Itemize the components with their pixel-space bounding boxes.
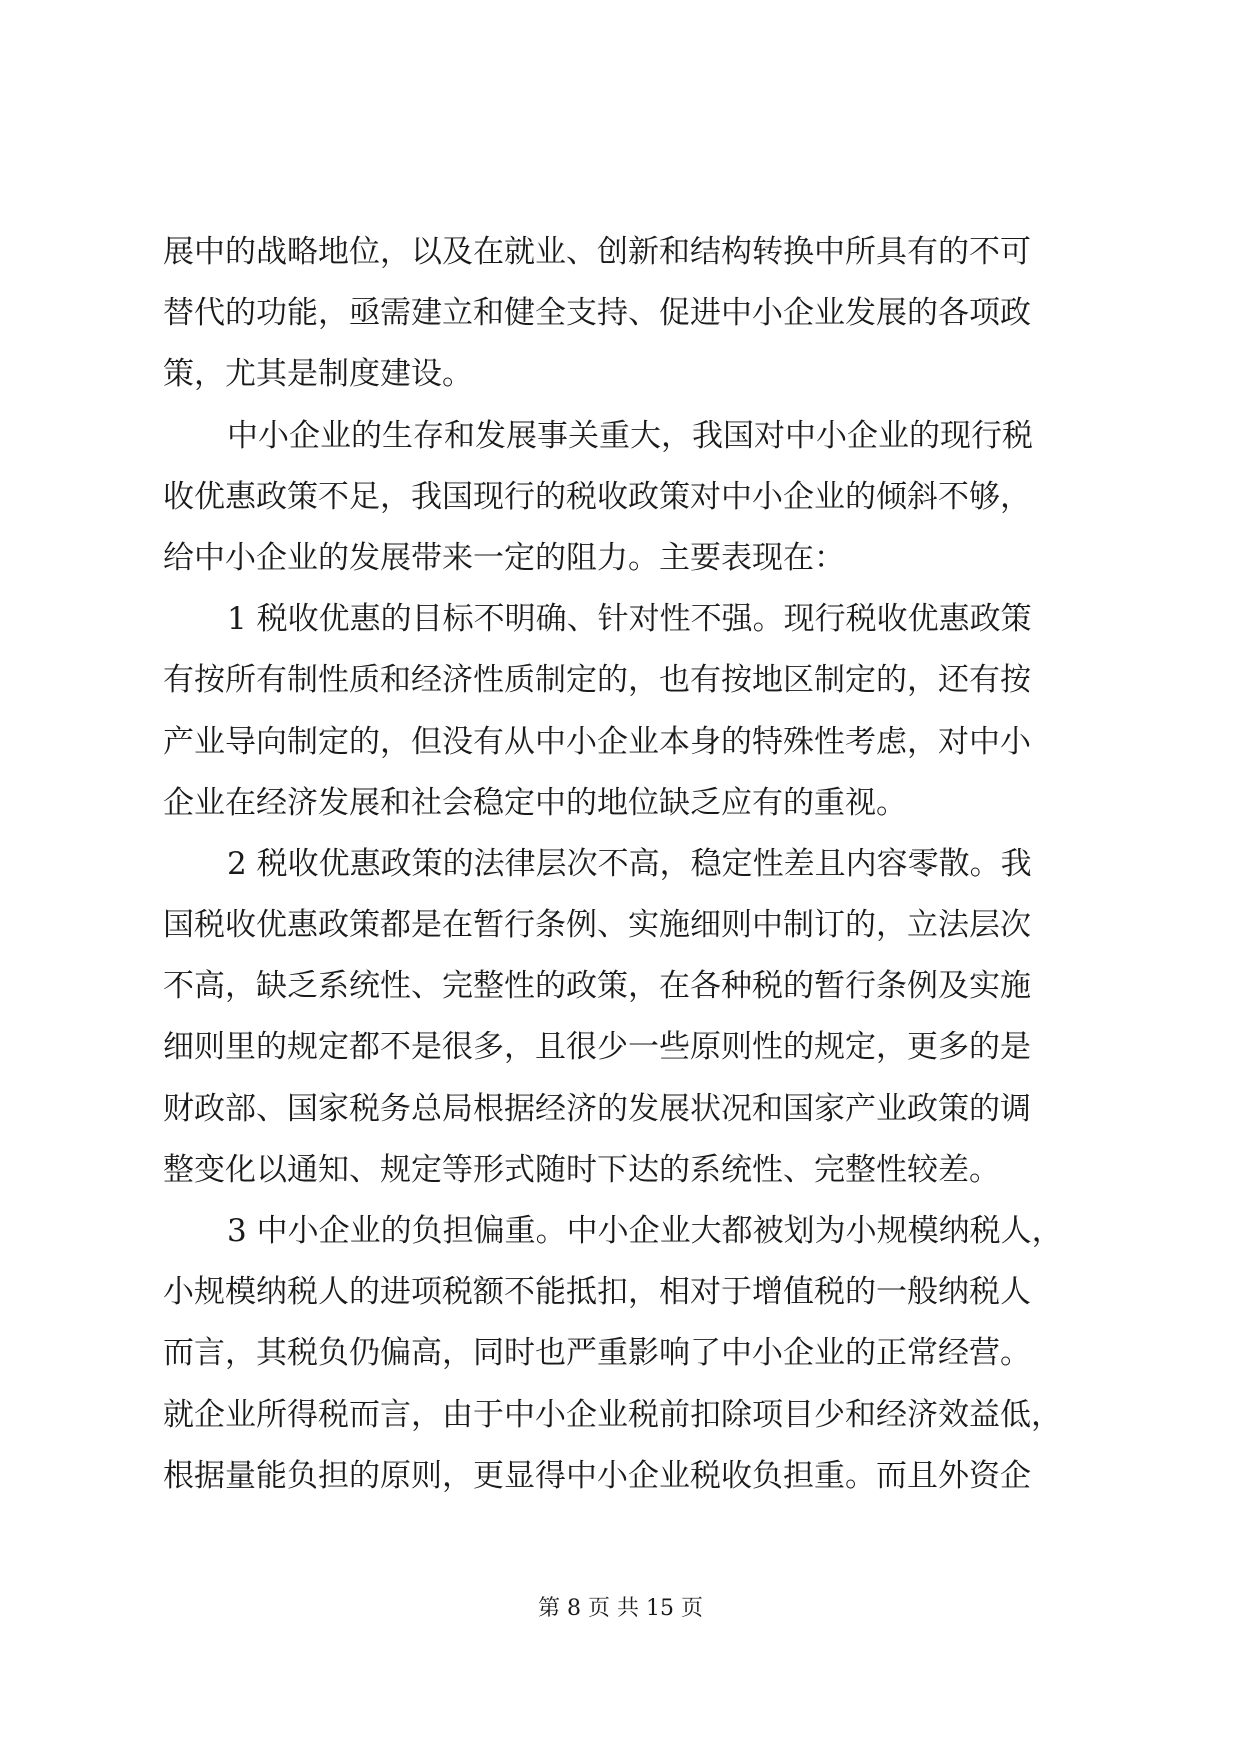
text-line: 1 税收优惠的目标不明确、针对性不强。现行税收优惠政策	[227, 601, 1032, 638]
text-line: 而言，其税负仍偏高，同时也严重影响了中小企业的正常经营。	[163, 1335, 1031, 1372]
page-number-footer: 第 8 页 共 15 页	[538, 1596, 703, 1621]
text-line: 产业导向制定的，但没有从中小企业本身的特殊性考虑，对中小	[163, 723, 1031, 760]
text-line: 国税收优惠政策都是在暂行条例、实施细则中制订的，立法层次	[163, 907, 1031, 944]
text-line: 企业在经济发展和社会稳定中的地位缺乏应有的重视。	[163, 784, 907, 821]
text-line: 中小企业的生存和发展事关重大，我国对中小企业的现行税	[227, 417, 1033, 454]
text-line: 财政部、国家税务总局根据经济的发展状况和国家产业政策的调	[163, 1090, 1031, 1127]
text-line: 就企业所得税而言，由于中小企业税前扣除项目少和经济效益低，	[163, 1396, 1062, 1433]
text-line: 3 中小企业的负担偏重。中小企业大都被划为小规模纳税人，	[227, 1213, 1063, 1249]
text-line: 收优惠政策不足，我国现行的税收政策对中小企业的倾斜不够，	[163, 478, 1031, 515]
text-line: 策，尤其是制度建设。	[163, 356, 473, 393]
text-line: 替代的功能，亟需建立和健全支持、促进中小企业发展的各项政	[163, 295, 1031, 332]
text-line: 整变化以通知、规定等形式随时下达的系统性、完整性较差。	[163, 1151, 1000, 1188]
text-line: 细则里的规定都不是很多，且很少一些原则性的规定，更多的是	[163, 1029, 1031, 1066]
text-line: 给中小企业的发展带来一定的阻力。主要表现在：	[163, 539, 845, 576]
text-line: 根据量能负担的原则，更显得中小企业税收负担重。而且外资企	[163, 1457, 1031, 1494]
body-text	[163, 222, 1083, 1507]
text-line: 不高，缺乏系统性、完整性的政策，在各种税的暂行条例及实施	[163, 968, 1031, 1005]
text-line: 2 税收优惠政策的法律层次不高，稳定性差且内容零散。我	[227, 845, 1032, 882]
text-line: 有按所有制性质和经济性质制定的，也有按地区制定的，还有按	[163, 662, 1031, 699]
text-line: 小规模纳税人的进项税额不能抵扣，相对于增值税的一般纳税人	[163, 1274, 1031, 1311]
text-line: 展中的战略地位，以及在就业、创新和结构转换中所具有的不可	[163, 234, 1031, 270]
